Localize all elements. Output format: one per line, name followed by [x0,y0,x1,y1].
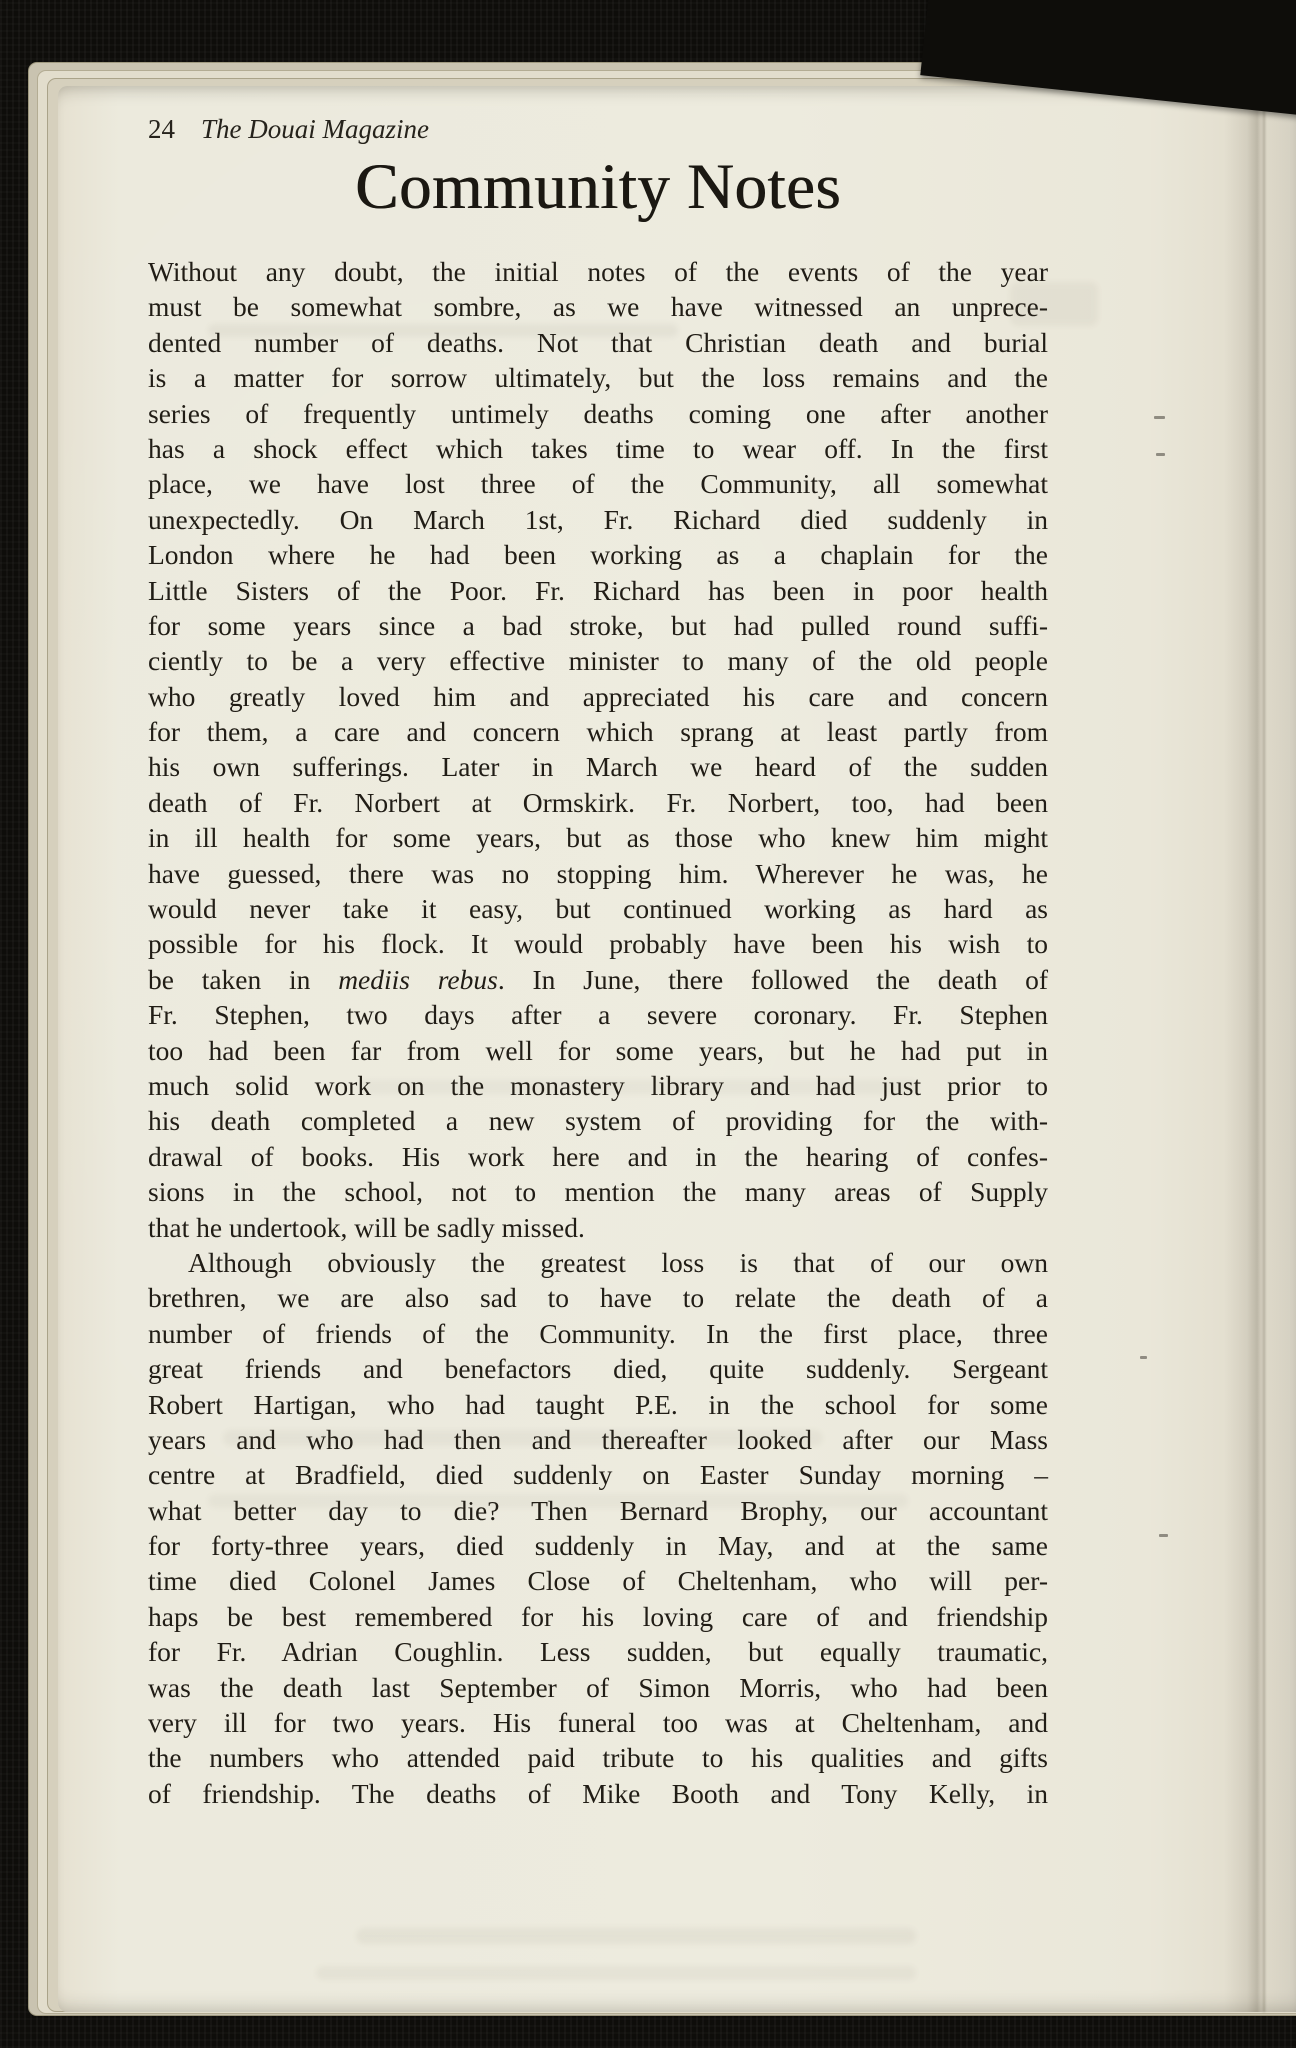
text-line: for Fr. Adrian Coughlin. Less sudden, but equally traumatic, [148,1636,1048,1668]
text-line: haps be best remembered for his loving care of and friendship [148,1600,1048,1632]
text-line: must be somewhat sombre, as we have witnessed an unprece- [148,291,1048,323]
text-line: unexpectedly. On March 1st, Fr. Richard died suddenly in [148,503,1048,535]
text-line: London where he had been working as a chaplain for the [148,539,1048,571]
text-line: would never take it easy, but continued working as hard as [148,893,1048,925]
show-through-smudge [356,1928,916,1944]
text-line: who greatly loved him and appreciated his care and concern [148,680,1048,712]
text-line: is a matter for sorrow ultimately, but the loss remains and the [148,362,1048,394]
text-line: series of frequently untimely deaths coming one after another [148,397,1048,429]
text-line: Fr. Stephen, two days after a severe coronary. Fr. Stephen [148,999,1048,1031]
page-number: 24 [148,114,175,144]
text-line: Little Sisters of the Poor. Fr. Richard has been in poor health [148,574,1048,606]
show-through-smudge [208,324,678,337]
text-line: his own sufferings. Later in March we heard of the sudden [148,751,1048,783]
text-line: too had been far from well for some years, but he had put in [148,1034,1048,1066]
text-line: was the death last September of Simon Morris, who had been [148,1671,1048,1703]
text-line: death of Fr. Norbert at Ormskirk. Fr. Norbert, too, had been [148,786,1048,818]
text-line: what better day to die? Then Bernard Brophy, our accountant [148,1494,1048,1526]
text-line: for forty-three years, died suddenly in May, and at the same [148,1530,1048,1562]
page-gutter-shadow [1224,86,1296,2012]
stray-mark [1140,1356,1147,1359]
text-line: Without any doubt, the initial notes of the events of the year [148,256,1048,287]
text-line: ciently to be a very effective minister to many of the old people [148,645,1048,677]
text-line: the numbers who attended paid tribute to his qualities and gifts [148,1742,1048,1774]
text-line: number of friends of the Community. In the first place, three [148,1317,1048,1349]
show-through-smudge [316,1966,916,1980]
text-line: drawal of books. His work here and in the hearing of confes- [148,1140,1048,1172]
text-line: Although obviously the greatest loss is that of our own [188,1246,1048,1278]
page-title: Community Notes [355,151,841,223]
text-line: in ill health for some years, but as those who knew him might [148,822,1048,854]
text-line: sions in the school, not to mention the many areas of Supply [148,1176,1048,1208]
stray-mark [1154,416,1165,419]
text-line: very ill for two years. His funeral too was at Cheltenham, and [148,1707,1048,1739]
gutter-crease [1263,86,1265,2012]
show-through-smudge [358,1080,918,1094]
journal-title: The Douai Magazine [201,114,429,144]
text-line: place, we have lost three of the Community, all somewhat [148,468,1048,500]
running-header [148,114,429,145]
text-line: brethren, we are also sad to have to relate the death of a [148,1282,1048,1314]
text-line: time died Colonel James Close of Cheltenham, who will per- [148,1565,1048,1597]
show-through-smudge [223,1430,823,1446]
text-line: that he undertook, will be sadly missed. [148,1211,585,1243]
text-line: has a shock effect which takes time to wear off. In the first [148,432,1048,464]
text-line: be taken in mediis rebus. In June, there followed the death of [148,963,1048,995]
show-through-smudge [1010,282,1098,326]
text-line: much solid work on the monastery library and had just prior to [148,1069,1048,1101]
text-line: centre at Bradfield, died suddenly on Easter Sunday morning – [148,1459,1048,1491]
text-line: Robert Hartigan, who had taught P.E. in the school for some [148,1388,1048,1420]
text-line: great friends and benefactors died, quite suddenly. Sergeant [148,1353,1048,1385]
text-line: possible for his flock. It would probably have been his wish to [148,928,1048,960]
book-page [58,86,1296,2012]
text-line: for them, a care and concern which sprang at least partly from [148,716,1048,748]
article-body [148,254,1048,1811]
text-line: years and who had then and thereafter looked after our Mass [148,1423,1048,1455]
text-line: his death completed a new system of providing for the with- [148,1105,1048,1137]
stray-mark [1159,1534,1168,1537]
text-line: for some years since a bad stroke, but had pulled round suffi- [148,609,1048,641]
stray-mark [1156,453,1165,456]
text-line: have guessed, there was no stopping him. Wherever he was, he [148,857,1048,889]
show-through-smudge [208,1494,908,1508]
text-line: of friendship. The deaths of Mike Booth and Tony Kelly, in [148,1777,1048,1809]
text-line: dented number of deaths. Not that Christian death and burial [148,326,1048,358]
